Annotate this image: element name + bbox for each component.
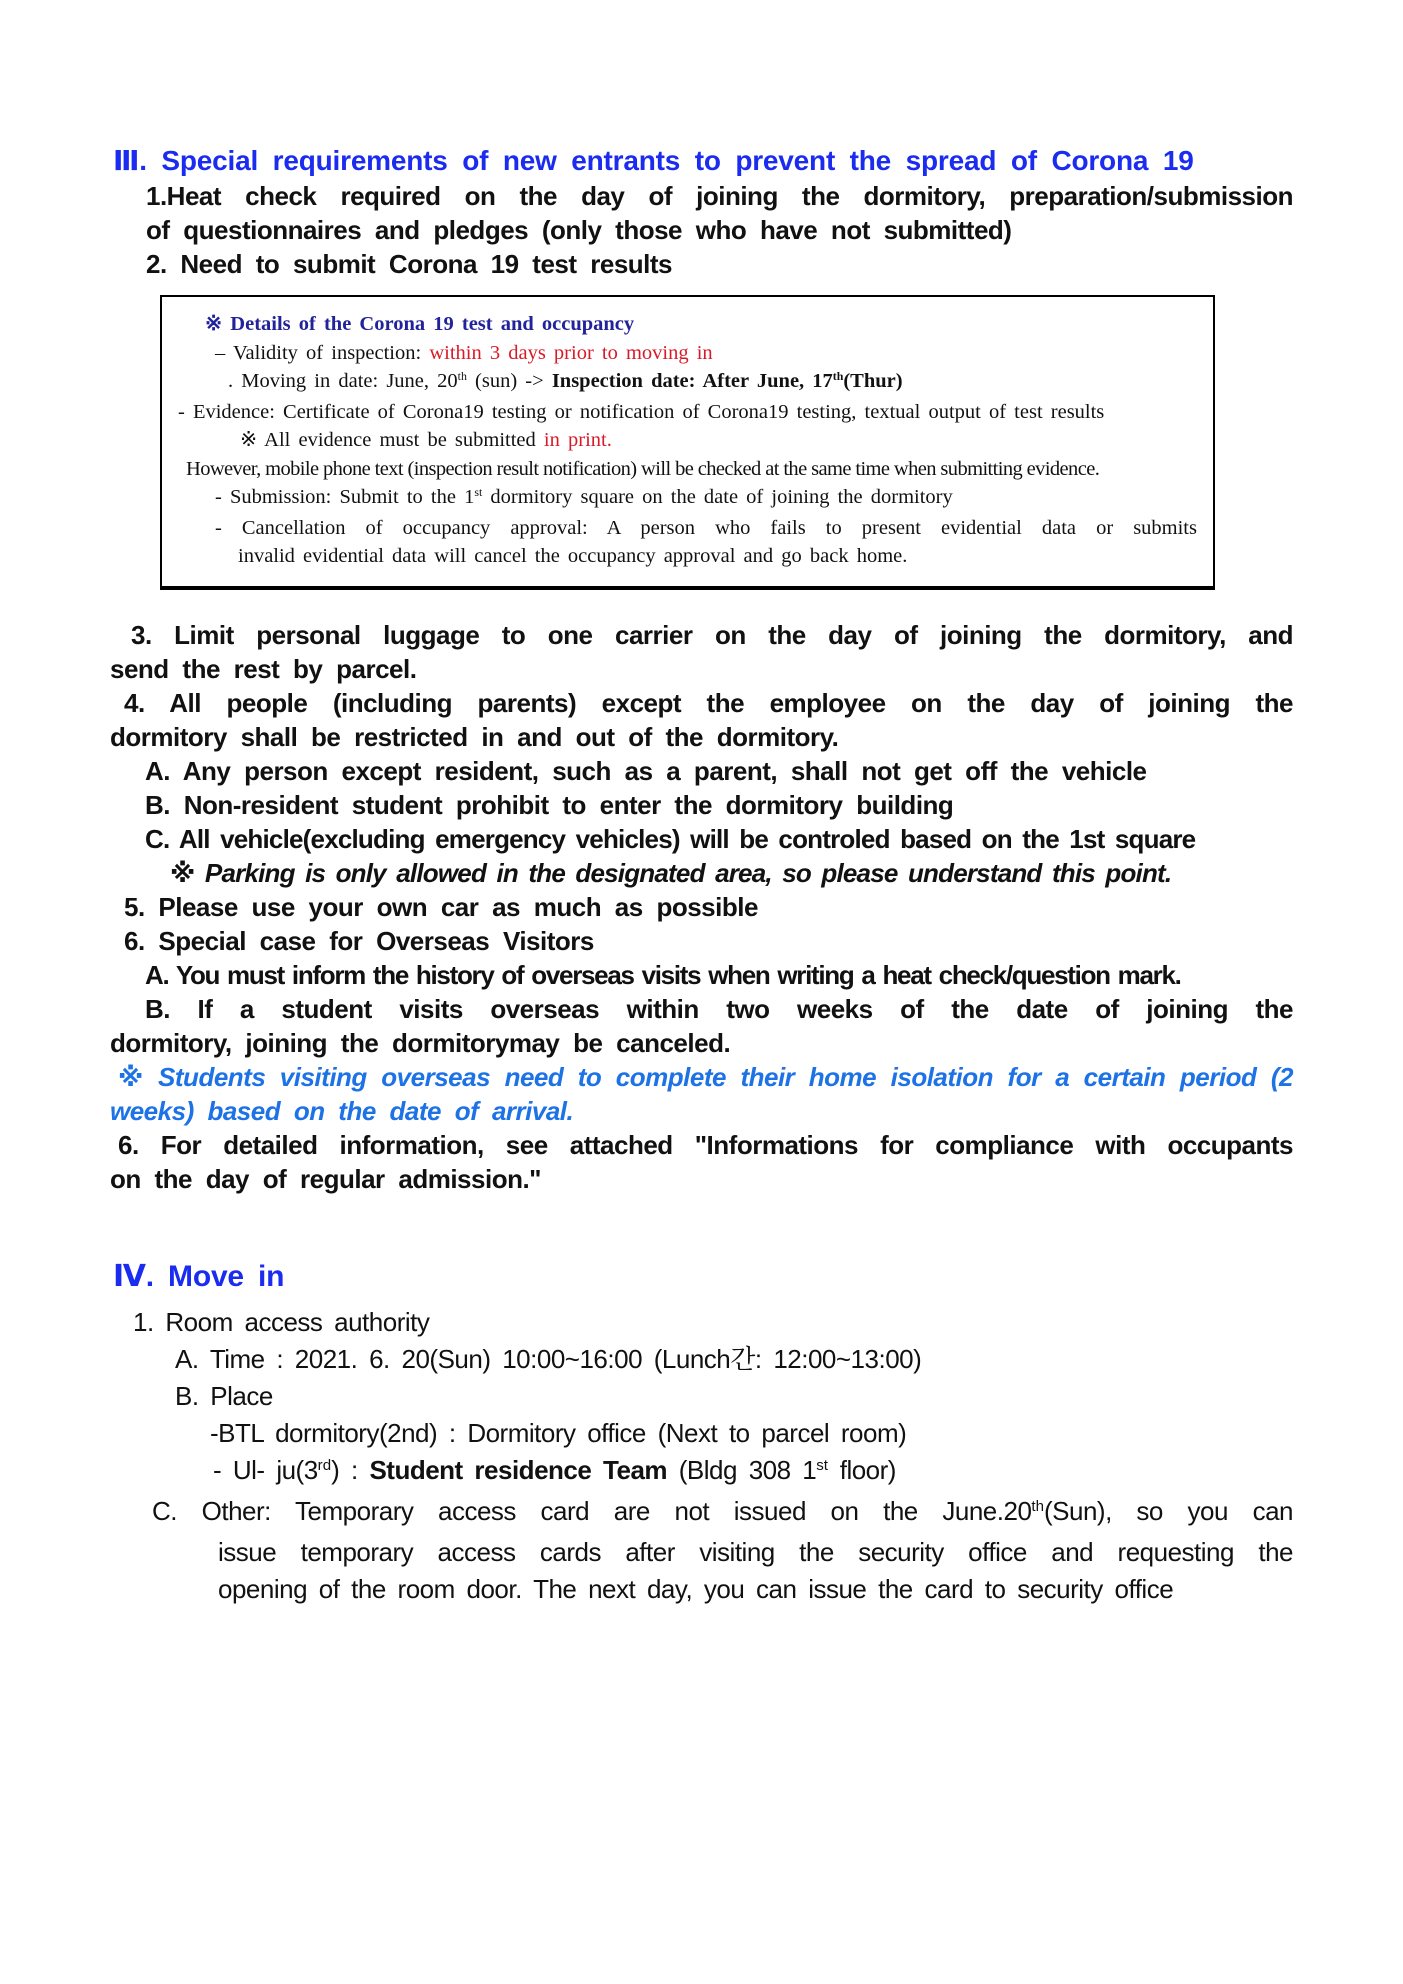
box-submission-sup: st xyxy=(474,485,483,500)
box-submission-post: dormitory square on the date of joining the dormitory xyxy=(482,486,953,508)
sec4-ulju-team: Student residence Team xyxy=(369,1454,668,1485)
sec3-overseas-note-line2: weeks) based on the date of arrival. xyxy=(110,1095,574,1126)
box-moving-sup2: th xyxy=(832,369,844,384)
box-submission-line xyxy=(215,483,1197,514)
sec4-ulju-pre: - Ul- ju(3 xyxy=(213,1454,318,1485)
sec4-other-line3: opening of the room door. The next day, you can issue the card to security office xyxy=(218,1573,1174,1604)
sec4-other-pre: C. Other: Temporary access card are not issued on the June.20 xyxy=(152,1495,1032,1526)
box-cancellation-line1: - Cancellation of occupancy approval: A person who fails to present evidential data or submits xyxy=(215,516,1197,539)
box-submission-pre: - Submission: Submit to the 1 xyxy=(215,486,475,508)
box-print-red-text: in print. xyxy=(543,429,612,451)
box-moving-sup1: th xyxy=(457,369,467,384)
sec4-other-post: (Sun), so you can xyxy=(1043,1495,1293,1526)
sec4-other-line1 xyxy=(152,1493,1293,1534)
sec4-other-sup: th xyxy=(1031,1498,1044,1516)
box-header: ※ Details of the Corona 19 test and occupancy xyxy=(205,313,635,335)
section3-heading: Ⅲ. Special requirements of new entrants to prevent the spread of Corona 19 xyxy=(113,145,1194,176)
sec3-item6b-line2: on the day of regular admission." xyxy=(110,1163,542,1194)
sec3-item1-line2: of questionnaires and pledges (only those who have not submitted) xyxy=(146,215,1012,245)
sec3-item3-line2: send the rest by parcel. xyxy=(110,653,417,684)
box-validity-line xyxy=(215,339,1197,368)
box-validity-red-text: within 3 days prior to moving in xyxy=(429,341,713,364)
sec3-item4-sub-a: A. Any person except resident, such as a parent, shall not get off the vehicle xyxy=(145,755,1147,786)
sec4-other-line2: issue temporary access cards after visiting the security office and requesting the xyxy=(218,1536,1293,1567)
sec3-item4-sub-c: C. All vehicle(excluding emergency vehicles) will be controled based on the 1st square xyxy=(145,823,1196,854)
sec3-item1-line1: 1.Heat check required on the day of joining the dormitory, preparation/submission xyxy=(146,181,1293,211)
box-moving-pre: . Moving in date: June, 20 xyxy=(228,370,458,392)
sec3-item4-line2: dormitory shall be restricted in and out of the dormitory. xyxy=(110,721,839,752)
box-moving-date-line xyxy=(228,367,1197,398)
sec3-parking-note: ※ Parking is only allowed in the designated area, so please understand this point. xyxy=(170,857,1172,888)
sec4-ulju-line xyxy=(213,1452,1293,1493)
sec4-ulju-post1: (Bldg 308 1 xyxy=(667,1454,817,1485)
box-inspection-date-day: (Thur) xyxy=(843,370,903,392)
sec4-place-line: B. Place xyxy=(175,1380,273,1411)
sec3-item3-line1: 3. Limit personal luggage to one carrier on the day of joining the dormitory, and xyxy=(131,619,1293,650)
sec3-item4-sub-b: B. Non-resident student prohibit to enter the dormitory building xyxy=(145,789,954,820)
sec3-item6-sub-b-line1: B. If a student visits overseas within two weeks of the date of joining the xyxy=(145,993,1293,1024)
sec3-item6-sub-a: A. You must inform the history of overseas visits when writing a heat check/question mark. xyxy=(145,959,1181,990)
sec3-item5: 5. Please use your own car as much as possible xyxy=(124,891,758,922)
sec3-item6: 6. Special case for Overseas Visitors xyxy=(124,925,594,956)
box-inspection-date-text: Inspection date: After June, 17 xyxy=(551,370,833,392)
sec4-item1: 1. Room access authority xyxy=(133,1306,430,1337)
box-evidence-line: - Evidence: Certificate of Corona19 testing or notification of Corona19 testing, textual output of test results xyxy=(178,400,1105,423)
box-validity-label: – Validity of inspection: xyxy=(215,341,430,364)
sec3-item6-sub-b-line2: dormitory, joining the dormitorymay be canceled. xyxy=(110,1027,731,1058)
box-print-label: ※ All evidence must be submitted xyxy=(240,429,544,451)
sec3-item4-line1: 4. All people (including parents) except the employee on the day of joining the xyxy=(124,687,1293,718)
sec3-overseas-note-line1: ※ Students visiting overseas need to complete their home isolation for a certain period (2 xyxy=(118,1061,1293,1092)
box-however-line: However, mobile phone text (inspection result notification) will be checked at the same time when submitting evidence. xyxy=(186,457,1100,480)
sec4-btl-line: -BTL dormitory(2nd) : Dormitory office (Next to parcel room) xyxy=(210,1417,907,1448)
sec4-ulju-post2: floor) xyxy=(828,1454,896,1485)
corona-test-details-box xyxy=(160,295,1215,590)
box-cancellation-line2: invalid evidential data will cancel the occupancy approval and go back home. xyxy=(238,545,908,567)
box-print-line xyxy=(240,426,1197,455)
sec3-item2: 2. Need to submit Corona 19 test results xyxy=(146,249,673,279)
sec4-ulju-mid: ) : xyxy=(331,1454,370,1485)
sec3-item6b-line1: 6. For detailed information, see attached "Informations for compliance with occupants xyxy=(118,1129,1293,1160)
section4-heading: Ⅳ. Move in xyxy=(113,1259,285,1293)
sec4-ulju-sup2: st xyxy=(816,1457,828,1475)
sec4-time-line: A. Time : 2021. 6. 20(Sun) 10:00~16:00 (Lunch간: 12:00~13:00) xyxy=(175,1343,922,1374)
box-moving-mid: (sun) -> xyxy=(466,370,552,392)
box-inspection-date xyxy=(552,370,903,392)
sec4-ulju-sup: rd xyxy=(317,1457,332,1475)
